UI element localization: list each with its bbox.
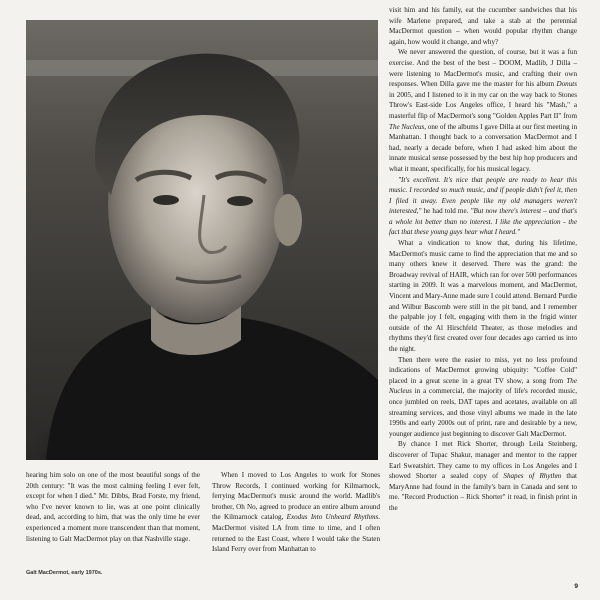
album-title: The Nucleus <box>389 122 425 131</box>
right-paragraph-4: What a vindication to know that, during his lifetime, MacDermot's music came to find the appreciation that me and so many others knew it deserved. There was the grand: the Broadway revival of HAIR, which ran for over 500 performances starting in 2009. It was a marvelous moment, and MacDermot, Vincent and Mary-Anne made sure I could attend. Bernard Purdie and Wilbur Bascomb were still in the pit band, and I remember the palpable joy I felt, engaging with them in the frigid winter outside of the Al Hirschfeld Theater, as those melodies and rhythms they'd first created over four decades ago carried us into the night. <box>389 239 577 353</box>
left-column-second-paragraph <box>212 470 380 555</box>
paragraph-text: By chance I met Rick Shorter, through Leila Steinberg, discoverer of Tupac Shakur, manager and mentor to the rapper Earl Sweatshirt. They came to my offices in Los Angeles and I showed Shorter a sealed copy of <box>389 440 577 481</box>
album-title: Donuts <box>556 80 577 89</box>
right-paragraph-6 <box>389 439 577 513</box>
quote-text: "It's excellent. It's nice that people are ready to hear this music. I recorded so much music, and if people didn't feel it, then I filed it away. Even people like my old managers weren't interested," <box>389 175 577 216</box>
right-paragraph-3 <box>389 175 577 239</box>
left-column-paragraph: hearing him solo on one of the most beautiful songs of the 20th century: "It was the most calming feeling I ever felt, except for when I died." Mr. Dibbs, Brad Forste, my friend, who I've never known to lie, was at one point clinically dead, and, according to him, that was the only time he ever experienced a moment more transcendent than that moment, listening to Galt MacDermot play on that Nashville stage. <box>26 471 200 543</box>
album-title: Exodus Into Unheard Rhythms <box>286 513 379 522</box>
album-title: Shapes of Rhythm <box>503 472 562 481</box>
album-title: The Nucleus <box>389 376 577 396</box>
right-paragraph-1: visit him and his family, eat the cucumber sandwiches that his wife Marlene prepared, and take a stab at the perennial MacDermot question – when would popular rhythm change again, how would it change, and why? <box>389 6 577 46</box>
paragraph-text: When I moved to Los Angeles to work for Stones Throw Records, I continued working for Kilmarnock, ferrying MacDermot's music around the world. Madlib's brother, Oh No, agreed to produce an entire album around the Kilmarnock catalog, <box>212 471 380 522</box>
paragraph-text: in a commercial, the majority of life's recorded music, once jumbled on reels, DAT tapes and acetates, available on all streaming services, and those vinyl albums we made in the late 1990s and early 2000s out of print, rare and desirable by a new, younger audience just beginning to discover Galt MacDermot. <box>389 387 577 438</box>
left-column-first <box>26 470 200 544</box>
paragraph-text: We never answered the question, of course, but it was a fun exercise. And the best of the best – DOOM, Madlib, J Dilla – were listening to MacDermot's music, and crafting their own responses. When Dilla gave me the master for his album <box>389 48 577 89</box>
photo-caption: Galt MacDermot, early 1970s. <box>26 570 103 576</box>
paragraph-text: , one of the albums I gave Dilla at our first meeting in Manhattan. I thought back to a conversation MacDermot and I had, nearly a decade before, when I had asked him about the innate musical sense possessed by the best hip hop producers and what it meant, specifically, for his musical legacy. <box>389 122 577 173</box>
portrait-photo-icon <box>26 20 378 460</box>
paragraph-text: in 2005, and I listened to it in my car on the way back to Stones Throw's East-side Los Angeles office, I heard his "Mash," a masterful flip of MacDermot's song "Golden Apples Part II" from <box>389 90 577 120</box>
paragraph-text: Then there were the easier to miss, yet no less profound indications of MacDermot growing ubiquity: "Coffee Cold" placed in a great scene in a great TV show, a song from <box>389 355 577 385</box>
right-column <box>389 5 577 514</box>
paragraph-text: he had told me. <box>421 207 471 216</box>
paragraph-text: . MacDermot visited LA from time to time, and I often returned to the East Coast, where I would take the Staten Island Ferry over from Manhattan to <box>212 513 380 554</box>
portrait-photo <box>26 20 378 460</box>
right-paragraph-2 <box>389 47 577 174</box>
page-number: 9 <box>574 583 578 590</box>
paragraph-text: that MaryAnne had found in the family's barn in Canada and sent to me. "Record Production – Rick Shorter" it read, in finish print in the <box>389 472 577 512</box>
right-paragraph-5 <box>389 355 577 440</box>
left-column-second <box>212 470 380 555</box>
quote-text: "But now there's interest – and that's a whole lot better than no interest. I like the appreciation - the fact that these young guys hear what I heard." <box>389 207 577 237</box>
